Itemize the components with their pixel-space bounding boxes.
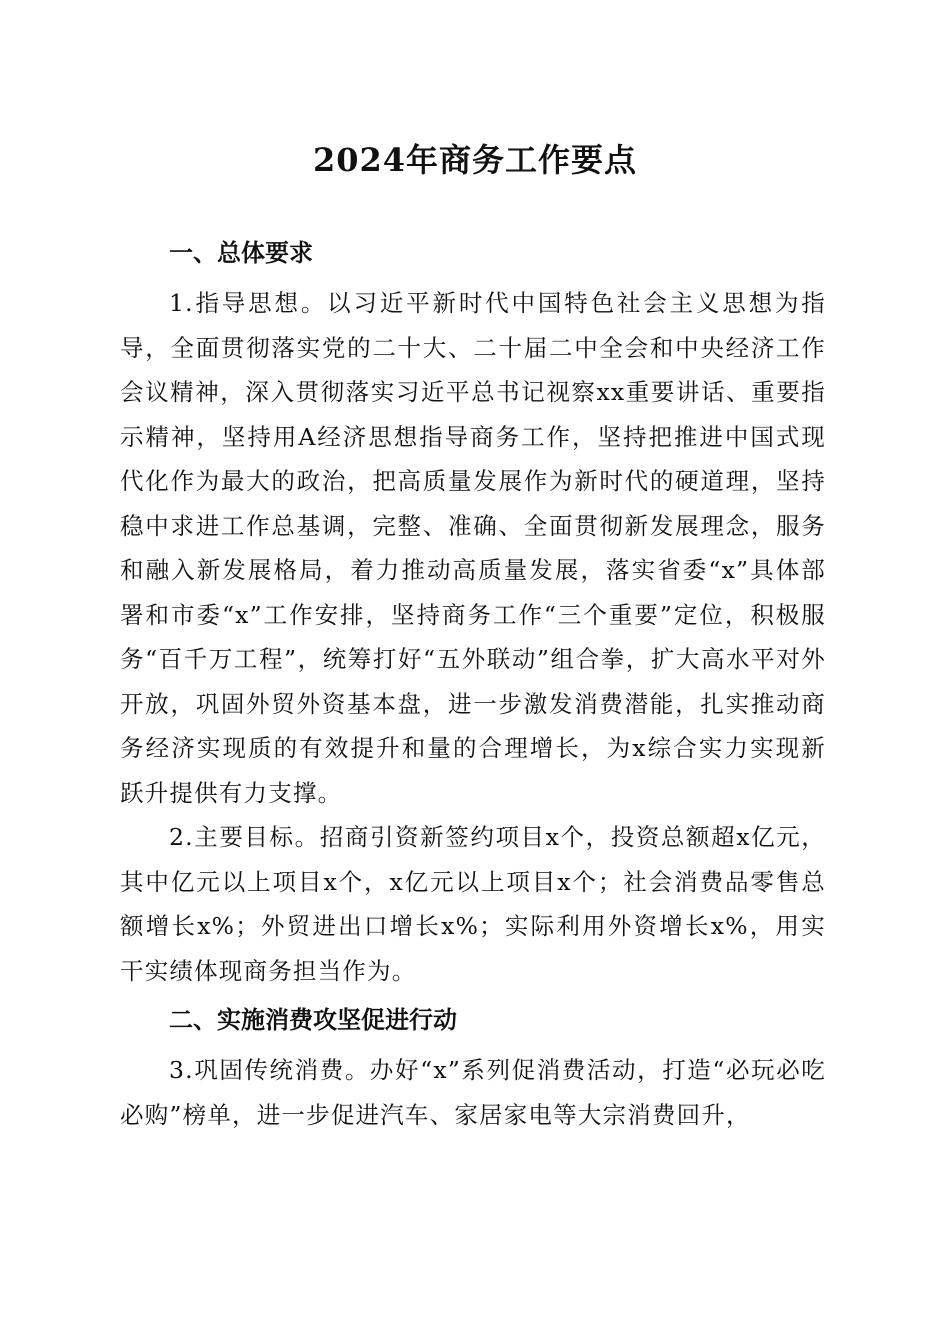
paragraph-main-targets: 2.主要目标。招商引资新签约项目x个，投资总额超x亿元，其中亿元以上项目x个，x亿元以上项目x个；社会消费品零售总额增长x%；外贸进出口增长x%；实际利用外资增长x%，用实干实绩体现商务担当作为。 <box>120 823 826 985</box>
document-title: 2024年商务工作要点 <box>312 141 638 179</box>
paragraph-guiding-ideology: 1.指导思想。以习近平新时代中国特色社会主义思想为指导，全面贯彻落实党的二十大、二十届二中全会和中央经济工作会议精神，深入贯彻落实习近平总书记视察xx重要讲话、重要指示精神，坚持用A经济思想指导商务工作，坚持把推进中国式现代化作为最大的政治，把高质量发展作为新时代的硬道理，坚持稳中求进工作总基调，完整、准确、全面贯彻新发展理念，服务和融入新发展格局，着力推动高质量发展，落实省委“x”具体部署和市委“x”工作安排，坚持商务工作“三个重要”定位，积极服务“百千万工程”，统筹打好“五外联动”组合拳，扩大高水平对外开放，巩固外贸外资基本盘，进一步激发消费潜能，扎实推动商务经济实现质的有效提升和量的合理增长，为x综合实力实现新跃升提供有力支撑。 <box>120 289 826 807</box>
section-heading-consumption-action: 二、实施消费攻坚促进行动 <box>169 1006 457 1034</box>
section-heading-overall-requirements: 一、总体要求 <box>169 239 313 267</box>
document-body <box>120 226 826 1137</box>
paragraph-traditional-consumption: 3.巩固传统消费。办好“x”系列促消费活动，打造“必玩必吃必购”榜单，进一步促进汽车、家居家电等大宗消费回升， <box>120 1056 826 1129</box>
